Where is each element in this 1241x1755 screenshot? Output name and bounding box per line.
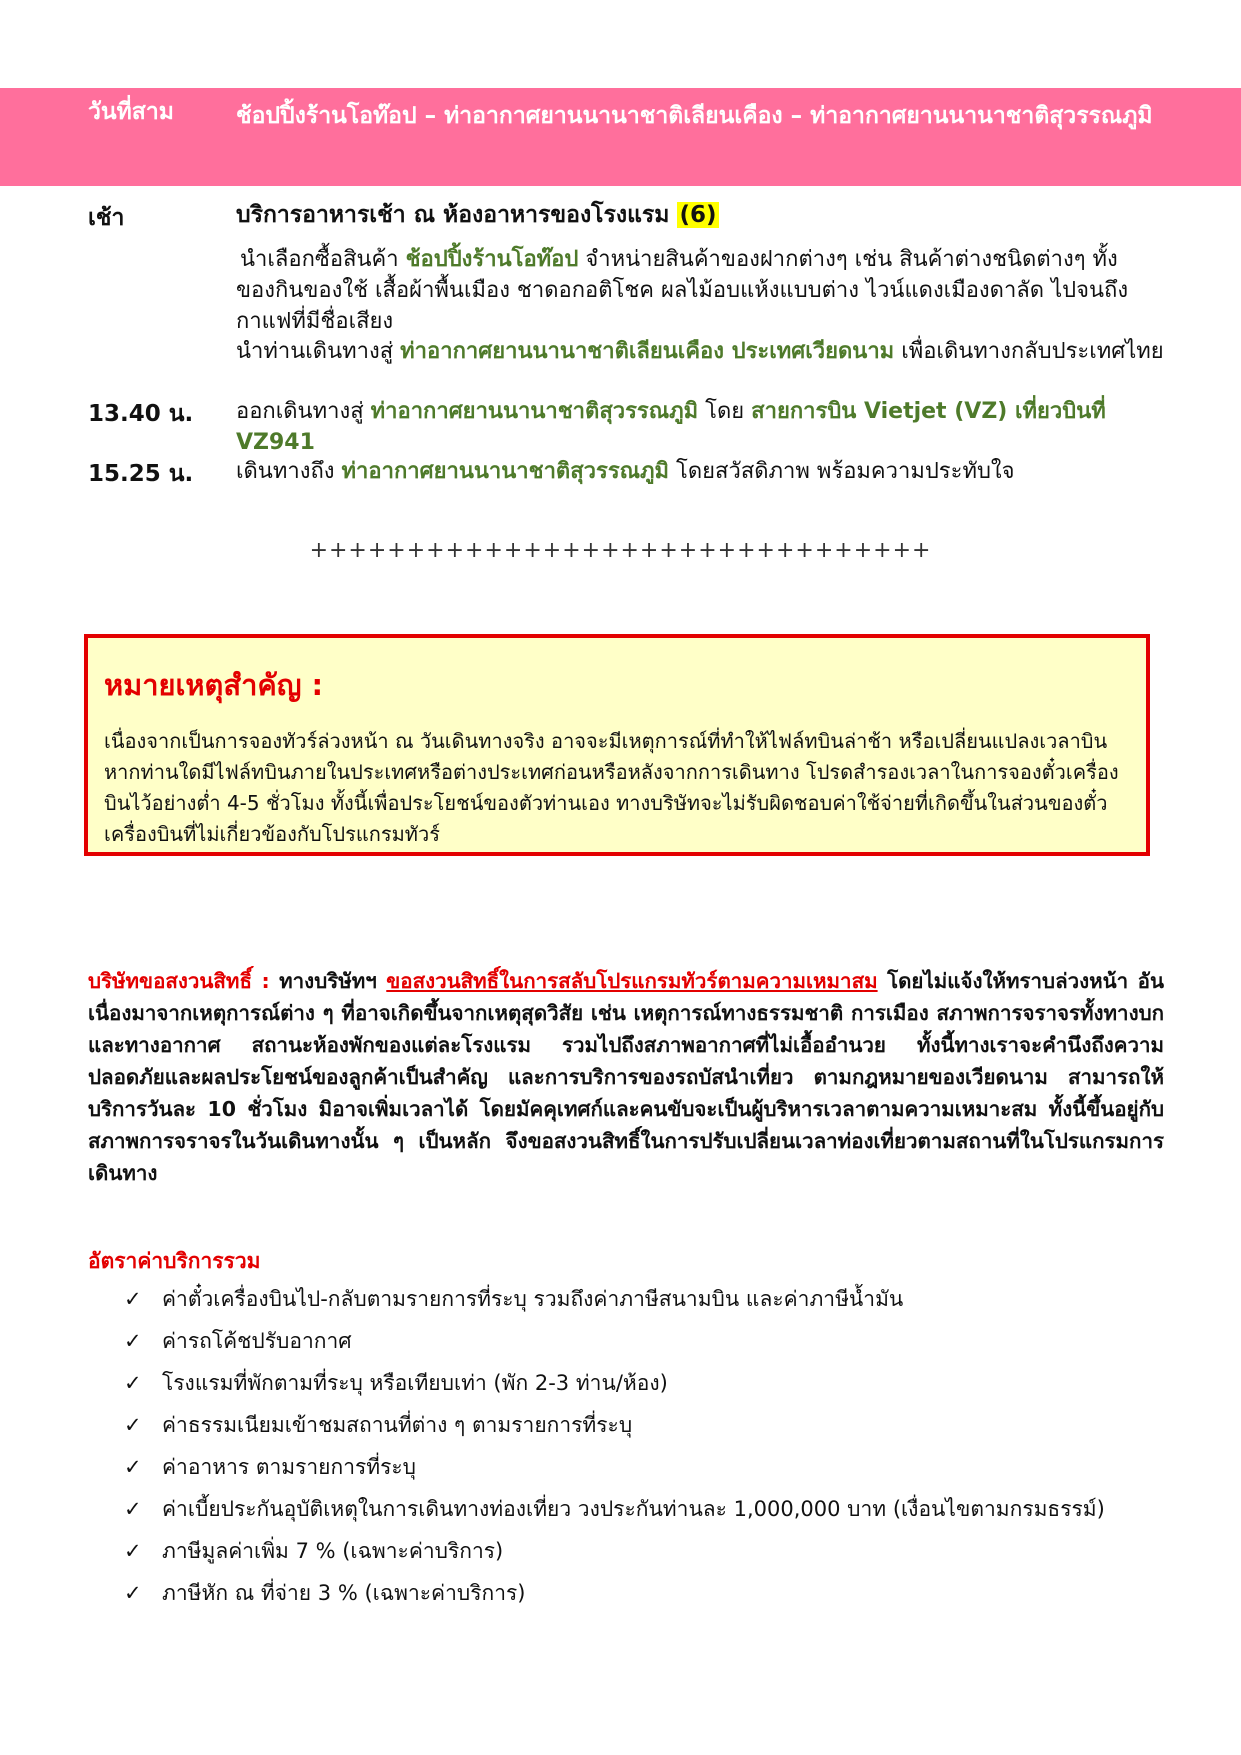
arrive-airport: ท่าอากาศยานนานาชาติสุวรรณภูมิ bbox=[341, 459, 670, 484]
check-icon: ✓ bbox=[124, 1455, 142, 1479]
depart-line bbox=[236, 396, 1166, 458]
check-icon: ✓ bbox=[124, 1287, 142, 1311]
list-item: ✓ ค่าตั๋วเครื่องบินไป-กลับตามรายการที่ระบุ รวมถึงค่าภาษีสนามบิน และค่าภาษีน้ำมัน bbox=[124, 1283, 1222, 1325]
check-icon: ✓ bbox=[124, 1581, 142, 1605]
notice-title: หมายเหตุสำคัญ : bbox=[104, 668, 324, 702]
airport-paragraph bbox=[236, 336, 1166, 367]
reserve-pre: ทางบริษัทฯ bbox=[279, 969, 377, 993]
arrive-line bbox=[236, 456, 1166, 487]
reservation-rights-paragraph bbox=[88, 965, 1164, 1189]
depart-time: 13.40 น. bbox=[88, 401, 194, 427]
list-item: ✓ ค่าเบี้ยประกันอุบัติเหตุในการเดินทางท่องเที่ยว วงประกันท่านละ 1,000,000 บาท (เงื่อนไขตามกรมธรรม์) bbox=[124, 1493, 1222, 1535]
depart-pre: ออกเดินทางสู่ bbox=[236, 399, 364, 424]
check-icon: ✓ bbox=[124, 1371, 142, 1395]
arrive-time: 15.25 น. bbox=[88, 461, 194, 487]
airport-post: เพื่อเดินทางกลับประเทศไทย bbox=[901, 339, 1164, 364]
rates-title: อัตราค่าบริการรวม bbox=[88, 1249, 261, 1273]
list-item: ✓ ค่ารถโค้ชปรับอากาศ bbox=[124, 1325, 1222, 1367]
arrive-pre: เดินทางถึง bbox=[236, 459, 335, 484]
shop-post: จำหน่ายสินค้าของฝากต่างๆ เช่น สินค้าต่างชนิดต่างๆ ทั้งของกินของใช้ เสื้อผ้าพื้นเมือง ชาดอกอติโชค ผลไม้อบแห้งแบบต่าง ไวน์แดงเมืองดาลัด ไปจนถึงกาแฟที่มีชื่อเสียง bbox=[236, 247, 1129, 334]
reserve-underlined: ขอสงวนสิทธิ์ในการสลับโปรแกรมทัวร์ตามความเหมาสม bbox=[386, 969, 878, 993]
meal-number: (6) bbox=[679, 202, 717, 228]
check-icon: ✓ bbox=[124, 1497, 142, 1521]
check-icon: ✓ bbox=[124, 1413, 142, 1437]
notice-body: เนื่องจากเป็นการจองทัวร์ล่วงหน้า ณ วันเดินทางจริง อาจจะมีเหตุการณ์ที่ทำให้ไฟล์ทบินล่าช้า หรือเปลี่ยนแปลงเวลาบิน หากท่านใดมีไฟล์ทบินภายในประเทศหรือต่างประเทศก่อนหรือหลังจากการเดินทาง โปรดสำรองเวลาในการจองตั๋วเครื่องบินไว้อย่างต่ำ 4-5 ชั่วโมง ทั้งนี้เพื่อประโยชน์ของตัวท่านเอง ทางบริษัทจะไม่รับผิดชอบค่าใช้จ่ายที่เกิดขึ้นในส่วนของตั๋วเครื่องบินที่ไม่เกี่ยวข้องกับโปรแกรมทัวร์ bbox=[104, 729, 1119, 846]
list-item: ✓ ค่าธรรมเนียมเข้าชมสถานที่ต่าง ๆ ตามรายการที่ระบุ bbox=[124, 1409, 1222, 1451]
list-item: ✓ ภาษีหัก ณ ที่จ่าย 3 % (เฉพาะค่าบริการ) bbox=[124, 1577, 1222, 1619]
list-item: ✓ โรงแรมที่พักตามที่ระบุ หรือเทียบเท่า (พัก 2-3 ท่าน/ห้อง) bbox=[124, 1367, 1222, 1409]
rates-list bbox=[124, 1283, 1222, 1619]
check-icon: ✓ bbox=[124, 1539, 142, 1563]
list-item: ✓ ค่าอาหาร ตามรายการที่ระบุ bbox=[124, 1451, 1222, 1493]
depart-airline: สายการบิน Vietjet (VZ) เที่ยวบินที่ VZ941 bbox=[236, 399, 1106, 455]
day-title: ช้อปปิ้งร้านโอท๊อป – ท่าอากาศยานนานาชาติเลียนเคือง – ท่าอากาศยานนานาชาติสุวรรณภูมิ bbox=[236, 103, 1153, 129]
depart-airport: ท่าอากาศยานนานาชาติสุวรรณภูมิ bbox=[370, 399, 699, 424]
important-notice-box bbox=[84, 634, 1150, 856]
shop-pre: นำเลือกซื้อสินค้า bbox=[240, 247, 399, 272]
breakfast-text: บริการอาหารเช้า ณ ห้องอาหารของโรงแรม bbox=[236, 202, 670, 228]
depart-by: โดย bbox=[705, 399, 745, 424]
reserve-body: โดยไม่แจ้งให้ทราบล่วงหน้า อันเนื่องมาจากเหตุการณ์ต่าง ๆ ที่อาจเกิดขึ้นจากเหตุสุดวิสัย เช่น เหตุการณ์ทางธรรมชาติ การเมือง สภาพการจราจรทั้งทางบกและทางอากาศ สถานะห้องพักของแต่ละโรงแรม รวมไปถึงสภาพอากาศที่ไม่เอื้ออำนวย ทั้งนี้ทางเราจะคำนึงถึงความปลอดภัยและผลประโยชน์ของลูกค้าเป็นสำคัญ และการบริการของรถบัสนำเที่ยว ตามกฎหมายของเวียดนาม สามารถให้บริการวันละ 10 ชั่วโมง มิอาจเพิ่มเวลาได้ โดยมัคคุเทศก์และคนขับจะเป็นผู้บริหารเวลาตามความเหมาะสม ทั้งนี้ขึ้นอยู่กับสภาพการจราจรในวันเดินทางนั้น ๆ เป็นหลัก จึงขอสงวนสิทธิ์ในการปรับเปลี่ยนเวลาท่องเที่ยวตามสถานที่ในโปรแกรมการเดินทาง bbox=[88, 969, 1165, 1185]
shopping-paragraph bbox=[236, 244, 1166, 337]
list-item: ✓ ภาษีมูลค่าเพิ่ม 7 % (เฉพาะค่าบริการ) bbox=[124, 1535, 1222, 1577]
day-header bbox=[0, 88, 1241, 186]
arrive-post: โดยสวัสดิภาพ พร้อมความประทับใจ bbox=[676, 459, 1015, 484]
day-label: วันที่สาม bbox=[88, 99, 174, 125]
airport-name: ท่าอากาศยานนานาชาติเลียนเคือง ประเทศเวียดนาม bbox=[400, 339, 895, 364]
check-icon: ✓ bbox=[124, 1329, 142, 1353]
shop-name: ช้อปปิ้งร้านโอท๊อป bbox=[405, 247, 579, 272]
separator-line: ++++++++++++++++++++++++++++++++ bbox=[309, 538, 932, 563]
reserve-label: บริษัทขอสงวนสิทธิ์ : bbox=[88, 969, 270, 993]
airport-pre: นำท่านเดินทางสู่ bbox=[236, 339, 394, 364]
breakfast-line bbox=[236, 200, 1166, 231]
morning-label: เช้า bbox=[88, 205, 125, 231]
